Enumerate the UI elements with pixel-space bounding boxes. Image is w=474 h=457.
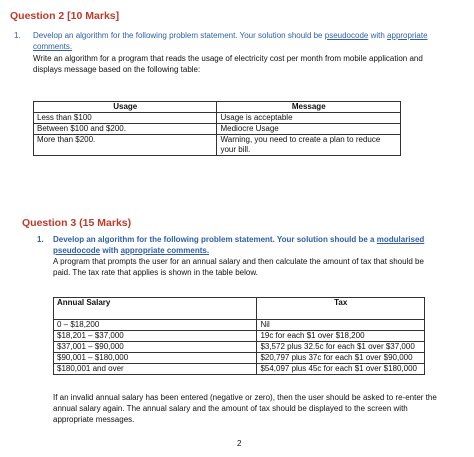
q2-problem-line1: Write an algorithm for a program that reads the usage of electricity cost per month from mobile application and: [33, 54, 423, 63]
q3-instruction-text: Develop an algorithm for the following problem statement. Your solution should be a: [53, 235, 375, 244]
q3-with-text: with: [102, 246, 119, 255]
tax-cell: $20,797 plus 37c for each $1 over $90,000: [257, 353, 425, 364]
message-line2: your bill.: [220, 145, 251, 154]
q3-tax-table: [53, 297, 425, 375]
q3-modularised-link: modularised: [376, 235, 425, 244]
header-tax: Tax: [257, 298, 425, 320]
q3-problem-line1: A program that prompts the user for an annual salary and then calculate the amount of tax that should be: [53, 257, 424, 266]
table-row: [54, 331, 425, 342]
table-header-row: [34, 102, 401, 113]
q2-with-text: with: [370, 31, 385, 40]
table-row: [54, 353, 425, 364]
salary-cell: $37,001 – $90,000: [54, 342, 257, 353]
q2-item-number: 1.: [14, 31, 21, 40]
table-row: [54, 364, 425, 375]
table-header-row: [54, 298, 425, 320]
table-row: [34, 124, 401, 135]
usage-cell: More than $200.: [34, 135, 217, 156]
q2-pseudocode-link: pseudocode: [324, 31, 369, 40]
q2-comments-link: comments.: [33, 42, 73, 51]
table-row: [34, 135, 401, 156]
q2-instruction-line1: [33, 30, 428, 41]
q2-instruction-text: Develop an algorithm for the following problem statement. Your solution should be: [33, 31, 323, 40]
salary-cell: $90,001 – $180,000: [54, 353, 257, 364]
q3-after-line3: appropriate messages.: [53, 415, 135, 424]
q3-item-number: 1.: [37, 235, 44, 244]
q2-heading: Question 2 [10 Marks]: [10, 10, 120, 22]
message-cell: Usage is acceptable: [217, 113, 401, 124]
message-line1: Warning, you need to create a plan to reduce: [220, 135, 381, 144]
message-cell: Mediocre Usage: [217, 124, 401, 135]
header-annual-salary: Annual Salary: [54, 298, 257, 320]
table-row: [54, 342, 425, 353]
salary-cell: 0 – $18,200: [54, 320, 257, 331]
q3-problem-line2: paid. The tax rate that applies is shown in the table below.: [53, 268, 258, 277]
tax-cell: $3,572 plus 32.5c for each $1 over $37,000: [257, 342, 425, 353]
tax-cell: $54,097 plus 45c for each $1 over $180,000: [257, 364, 425, 375]
salary-cell: $18,201 – $37,000: [54, 331, 257, 342]
header-usage: Usage: [34, 102, 217, 113]
q2-appropriate-link: appropriate: [387, 31, 428, 40]
q3-heading: Question 3 (15 Marks): [22, 217, 132, 229]
salary-cell: $180,001 and over: [54, 364, 257, 375]
message-cell: [217, 135, 401, 156]
q2-usage-table: [33, 101, 401, 156]
q3-after-line1: If an invalid annual salary has been entered (negative or zero), then the user should be asked to re-enter the: [53, 393, 437, 402]
tax-cell: Nil: [257, 320, 425, 331]
table-row: [34, 113, 401, 124]
usage-cell: Between $100 and $200.: [34, 124, 217, 135]
q3-instruction-line1: [53, 234, 424, 245]
table-row: [54, 320, 425, 331]
q3-pseudocode-link: pseudocode: [53, 246, 101, 255]
q2-problem-line2: displays message based on the following table:: [33, 65, 201, 74]
tax-cell: 19c for each $1 over $18,200: [257, 331, 425, 342]
usage-cell: Less than $100: [34, 113, 217, 124]
q3-instruction-line2: [53, 245, 209, 256]
q3-appropriate-comments-link: appropriate comments.: [120, 246, 210, 255]
page-number: 2: [237, 439, 242, 448]
header-message: Message: [217, 102, 401, 113]
q3-after-line2: annual salary again. The annual salary and the amount of tax should be displayed to the screen with: [53, 404, 408, 413]
